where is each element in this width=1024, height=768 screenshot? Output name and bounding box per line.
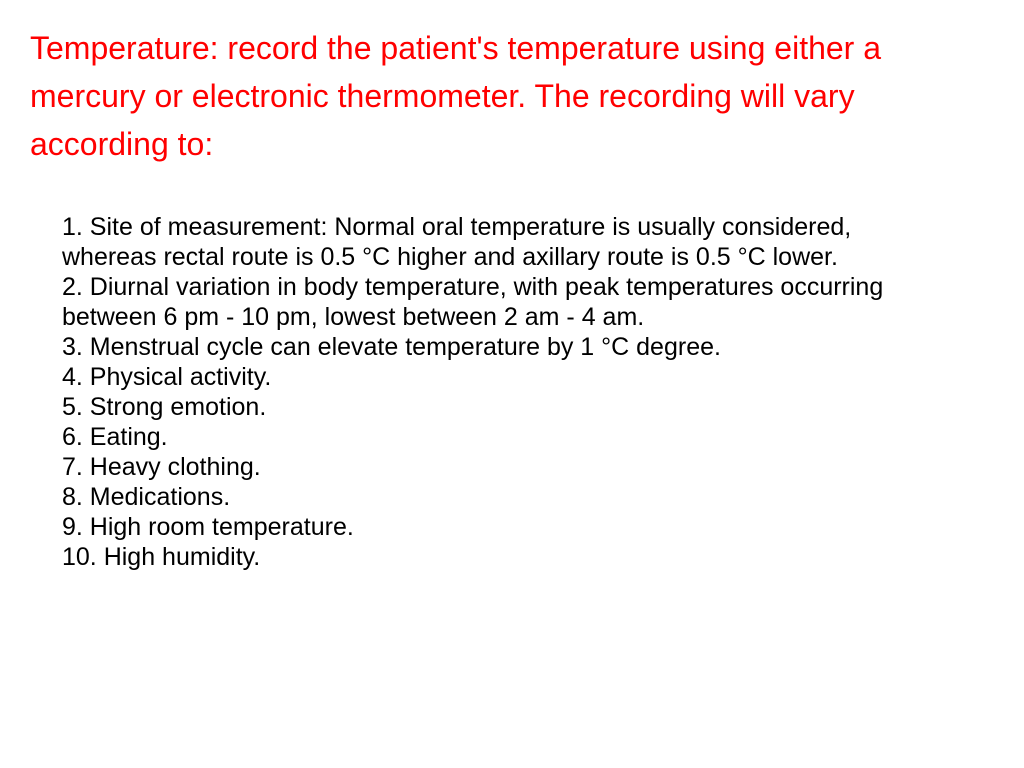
list-item: 5. Strong emotion. [62,393,267,421]
list-item: 3. Menstrual cycle can elevate temperature by 1 °C degree. [62,333,721,361]
list-item: 4. Physical activity. [62,363,272,391]
list-item: 7. Heavy clothing. [62,453,261,481]
slide-title: Temperature: record the patient's temperature using either a mercury or electronic thermometer. The recording will vary according to: [30,30,882,162]
list-item: 9. High room temperature. [62,513,354,541]
list-item: 1. Site of measurement: Normal oral temperature is usually considered, whereas rectal route is 0.5 °C higher and axillary route is 0.5 °C lower. [62,213,852,271]
list-item: 6. Eating. [62,423,168,451]
list-item: 10. High humidity. [62,543,261,571]
factor-list [62,212,942,572]
list-item: 2. Diurnal variation in body temperature, with peak temperatures occurring between 6 pm - 10 pm, lowest between 2 am - 4 am. [62,273,884,331]
list-item: 8. Medications. [62,483,231,511]
